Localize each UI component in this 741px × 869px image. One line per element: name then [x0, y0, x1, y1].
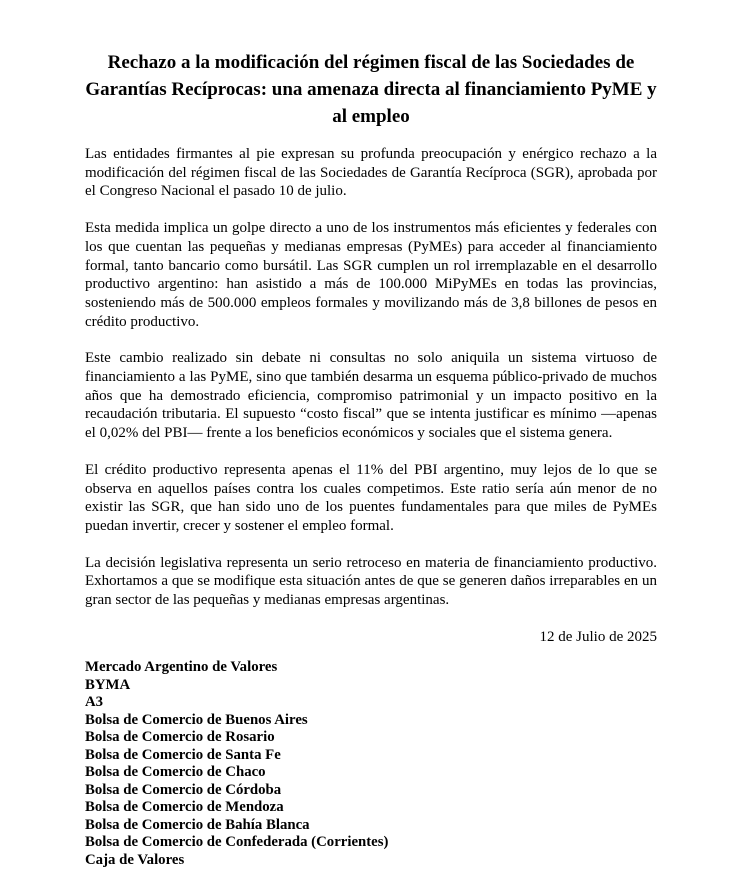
signatory: Mercado Argentino de Valores — [85, 659, 278, 676]
signatory: Bolsa de Comercio de Confederada (Corrientes) — [85, 834, 389, 851]
paragraph-1: Las entidades firmantes al pie expresan su profunda preocupación y enérgico rechazo a la modificación del régimen fiscal de las Sociedades de Garantía Recíproca (SGR), aprobada por el Congreso Nacional el pasado 10 de julio. — [85, 146, 657, 200]
signatory: BYMA — [85, 676, 131, 693]
signatory: Bolsa de Comercio de Mendoza — [85, 799, 284, 816]
signatory: Bolsa de Comercio de Buenos Aires — [85, 711, 308, 728]
signatory: Bolsa de Comercio de Córdoba — [85, 781, 282, 798]
date-line: 12 de Julio de 2025 — [539, 628, 657, 645]
paragraph-5: La decisión legislativa representa un serio retroceso en materia de financiamiento productivo. Exhortamos a que se modifique esta situación antes de que se generen daños irreparables en un gran sector de las pequeñas y medianas empresas argentinas. — [85, 554, 657, 609]
signatory: Caja de Valores — [85, 851, 185, 868]
paragraph-2: Esta medida implica un golpe directo a uno de los instrumentos más eficientes y federales con los que cuentan las pequeñas y medianas empresas (PyMEs) para acceder al financiamiento formal, tanto bancario como bursátil. Las SGR cumplen un rol irremplazable en el desarrollo productivo argentino: han asistido a más de 100.000 MiPyMEs en todas las provincias, sosteniendo más de 500.000 empleos formales y movilizando más de 3,8 billones de pesos en crédito productivo. — [85, 220, 657, 330]
paragraph-3: Este cambio realizado sin debate ni consultas no solo aniquila un sistema virtuoso de financiamiento a las PyME, sino que también desarma un esquema público-privado de muchos años que ha demostrado eficiencia, compromiso patrimonial y un impacto positivo en la recaudación tributaria. El supuesto “costo fiscal” que se intenta justificar es mínimo —apenas el 0,02% del PBI— frente a los beneficios económicos y sociales que el sistema genera. — [85, 350, 657, 442]
signatory: A3 — [85, 694, 104, 711]
signatory: Bolsa de Comercio de Rosario — [85, 729, 275, 746]
signatory: Bolsa de Comercio de Bahía Blanca — [85, 816, 310, 833]
signatory: Bolsa de Comercio de Chaco — [85, 764, 266, 781]
signatory: Bolsa de Comercio de Santa Fe — [85, 746, 281, 763]
signatory-list — [85, 659, 657, 869]
page-title: Rechazo a la modificación del régimen fiscal de las Sociedades de Garantías Recíprocas: una amenaza directa al financiamiento PyME y al empleo — [85, 52, 657, 127]
paragraph-4: El crédito productivo representa apenas el 11% del PBI argentino, muy lejos de lo que se observa en aquellos países contra los cuales competimos. Este ratio sería aún menor de no existir las SGR, que han sido uno de los puentes fundamentales para que miles de PyMEs puedan invertir, crecer y sostener el empleo formal. — [85, 461, 657, 534]
